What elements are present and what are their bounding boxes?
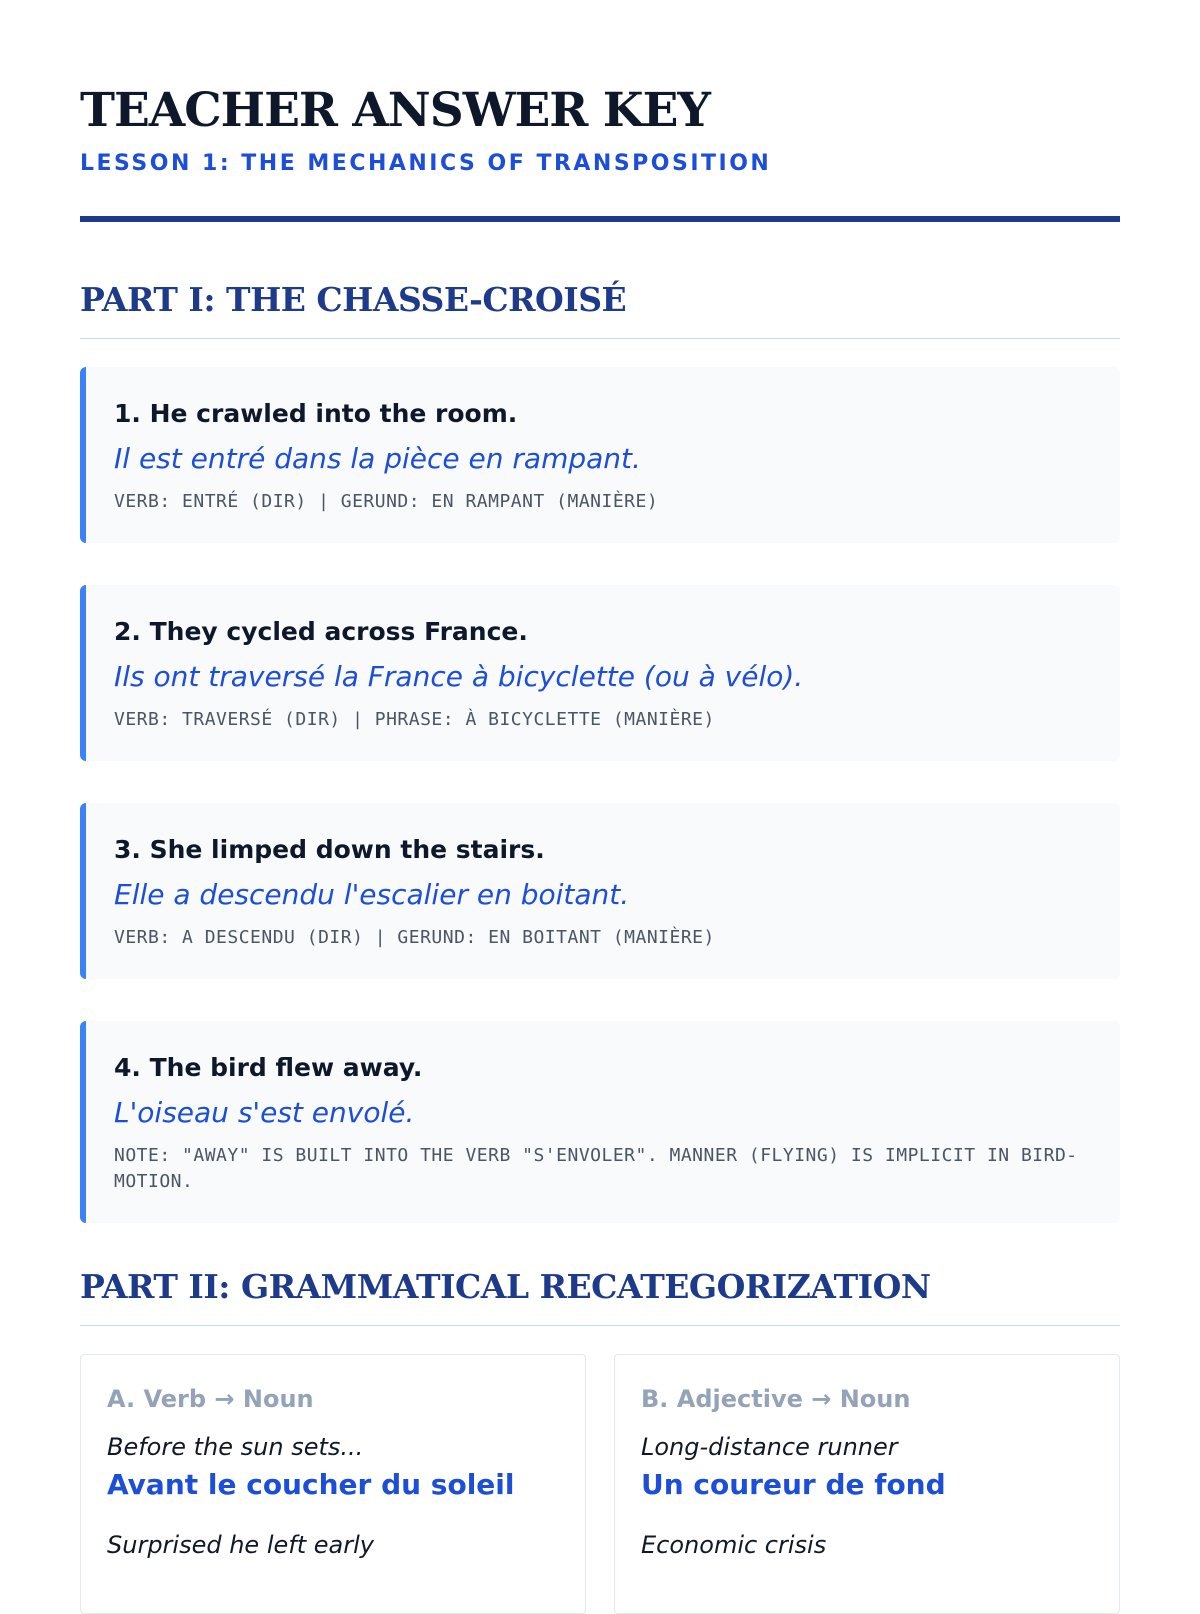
french-translation: Elle a descendu l'escalier en boitant.: [114, 878, 630, 911]
english-sentence: 1. He crawled into the room.: [114, 399, 518, 428]
source-phrase: Surprised he left early: [107, 1531, 374, 1559]
answer-card: [80, 1021, 1120, 1223]
recategorization-grid: [80, 1354, 1120, 1614]
part1-title: PART I: THE CHASSE-CROISÉ: [80, 280, 627, 319]
part1-header: [80, 278, 1120, 339]
source-phrase: Economic crisis: [641, 1531, 827, 1559]
english-sentence: 3. She limped down the stairs.: [114, 835, 545, 864]
grammar-note: VERB: A DESCENDU (DIR) | GERUND: EN BOITANT (MANIÈRE): [114, 927, 715, 948]
answer-card: [80, 803, 1120, 979]
part1-answer-list: [80, 367, 1120, 1223]
part2-header: [80, 1265, 1120, 1326]
verb-to-noun-box: [80, 1354, 586, 1614]
grammar-note: NOTE: "AWAY" IS BUILT INTO THE VERB "S'ENVOLER". MANNER (FLYING) IS IMPLICIT IN BIRD-MOTION.: [114, 1145, 1078, 1192]
box-title: B. Adjective → Noun: [641, 1385, 911, 1413]
adjective-to-noun-box: [614, 1354, 1120, 1614]
answer-card: [80, 585, 1120, 761]
lesson-subtitle: LESSON 1: THE MECHANICS OF TRANSPOSITION: [80, 151, 772, 176]
answer-card: [80, 367, 1120, 543]
translation-pair: [107, 1431, 559, 1503]
part2-title: PART II: GRAMMATICAL RECATEGORIZATION: [80, 1267, 931, 1306]
part2-divider: [80, 1325, 1120, 1326]
english-sentence: 2. They cycled across France.: [114, 617, 528, 646]
header-divider: [80, 216, 1120, 222]
page-title: TEACHER ANSWER KEY: [80, 83, 710, 138]
box-title: A. Verb → Noun: [107, 1385, 314, 1413]
source-phrase: Before the sun sets...: [107, 1433, 364, 1461]
target-phrase: Avant le coucher du soleil: [107, 1468, 515, 1501]
source-phrase: Long-distance runner: [641, 1433, 898, 1461]
translation-pair: [641, 1431, 1093, 1503]
translation-pair: [641, 1529, 1093, 1561]
french-translation: Ils ont traversé la France à bicyclette (ou à vélo).: [114, 660, 804, 693]
part1-divider: [80, 338, 1120, 339]
target-phrase: Un coureur de fond: [641, 1468, 946, 1501]
french-translation: L'oiseau s'est envolé.: [114, 1096, 415, 1129]
grammar-note: VERB: TRAVERSÉ (DIR) | PHRASE: À BICYCLETTE (MANIÈRE): [114, 709, 715, 730]
english-sentence: 4. The bird flew away.: [114, 1053, 423, 1082]
french-translation: Il est entré dans la pièce en rampant.: [114, 442, 641, 475]
grammar-note: VERB: ENTRÉ (DIR) | GERUND: EN RAMPANT (MANIÈRE): [114, 491, 659, 512]
translation-pair: [107, 1529, 559, 1561]
